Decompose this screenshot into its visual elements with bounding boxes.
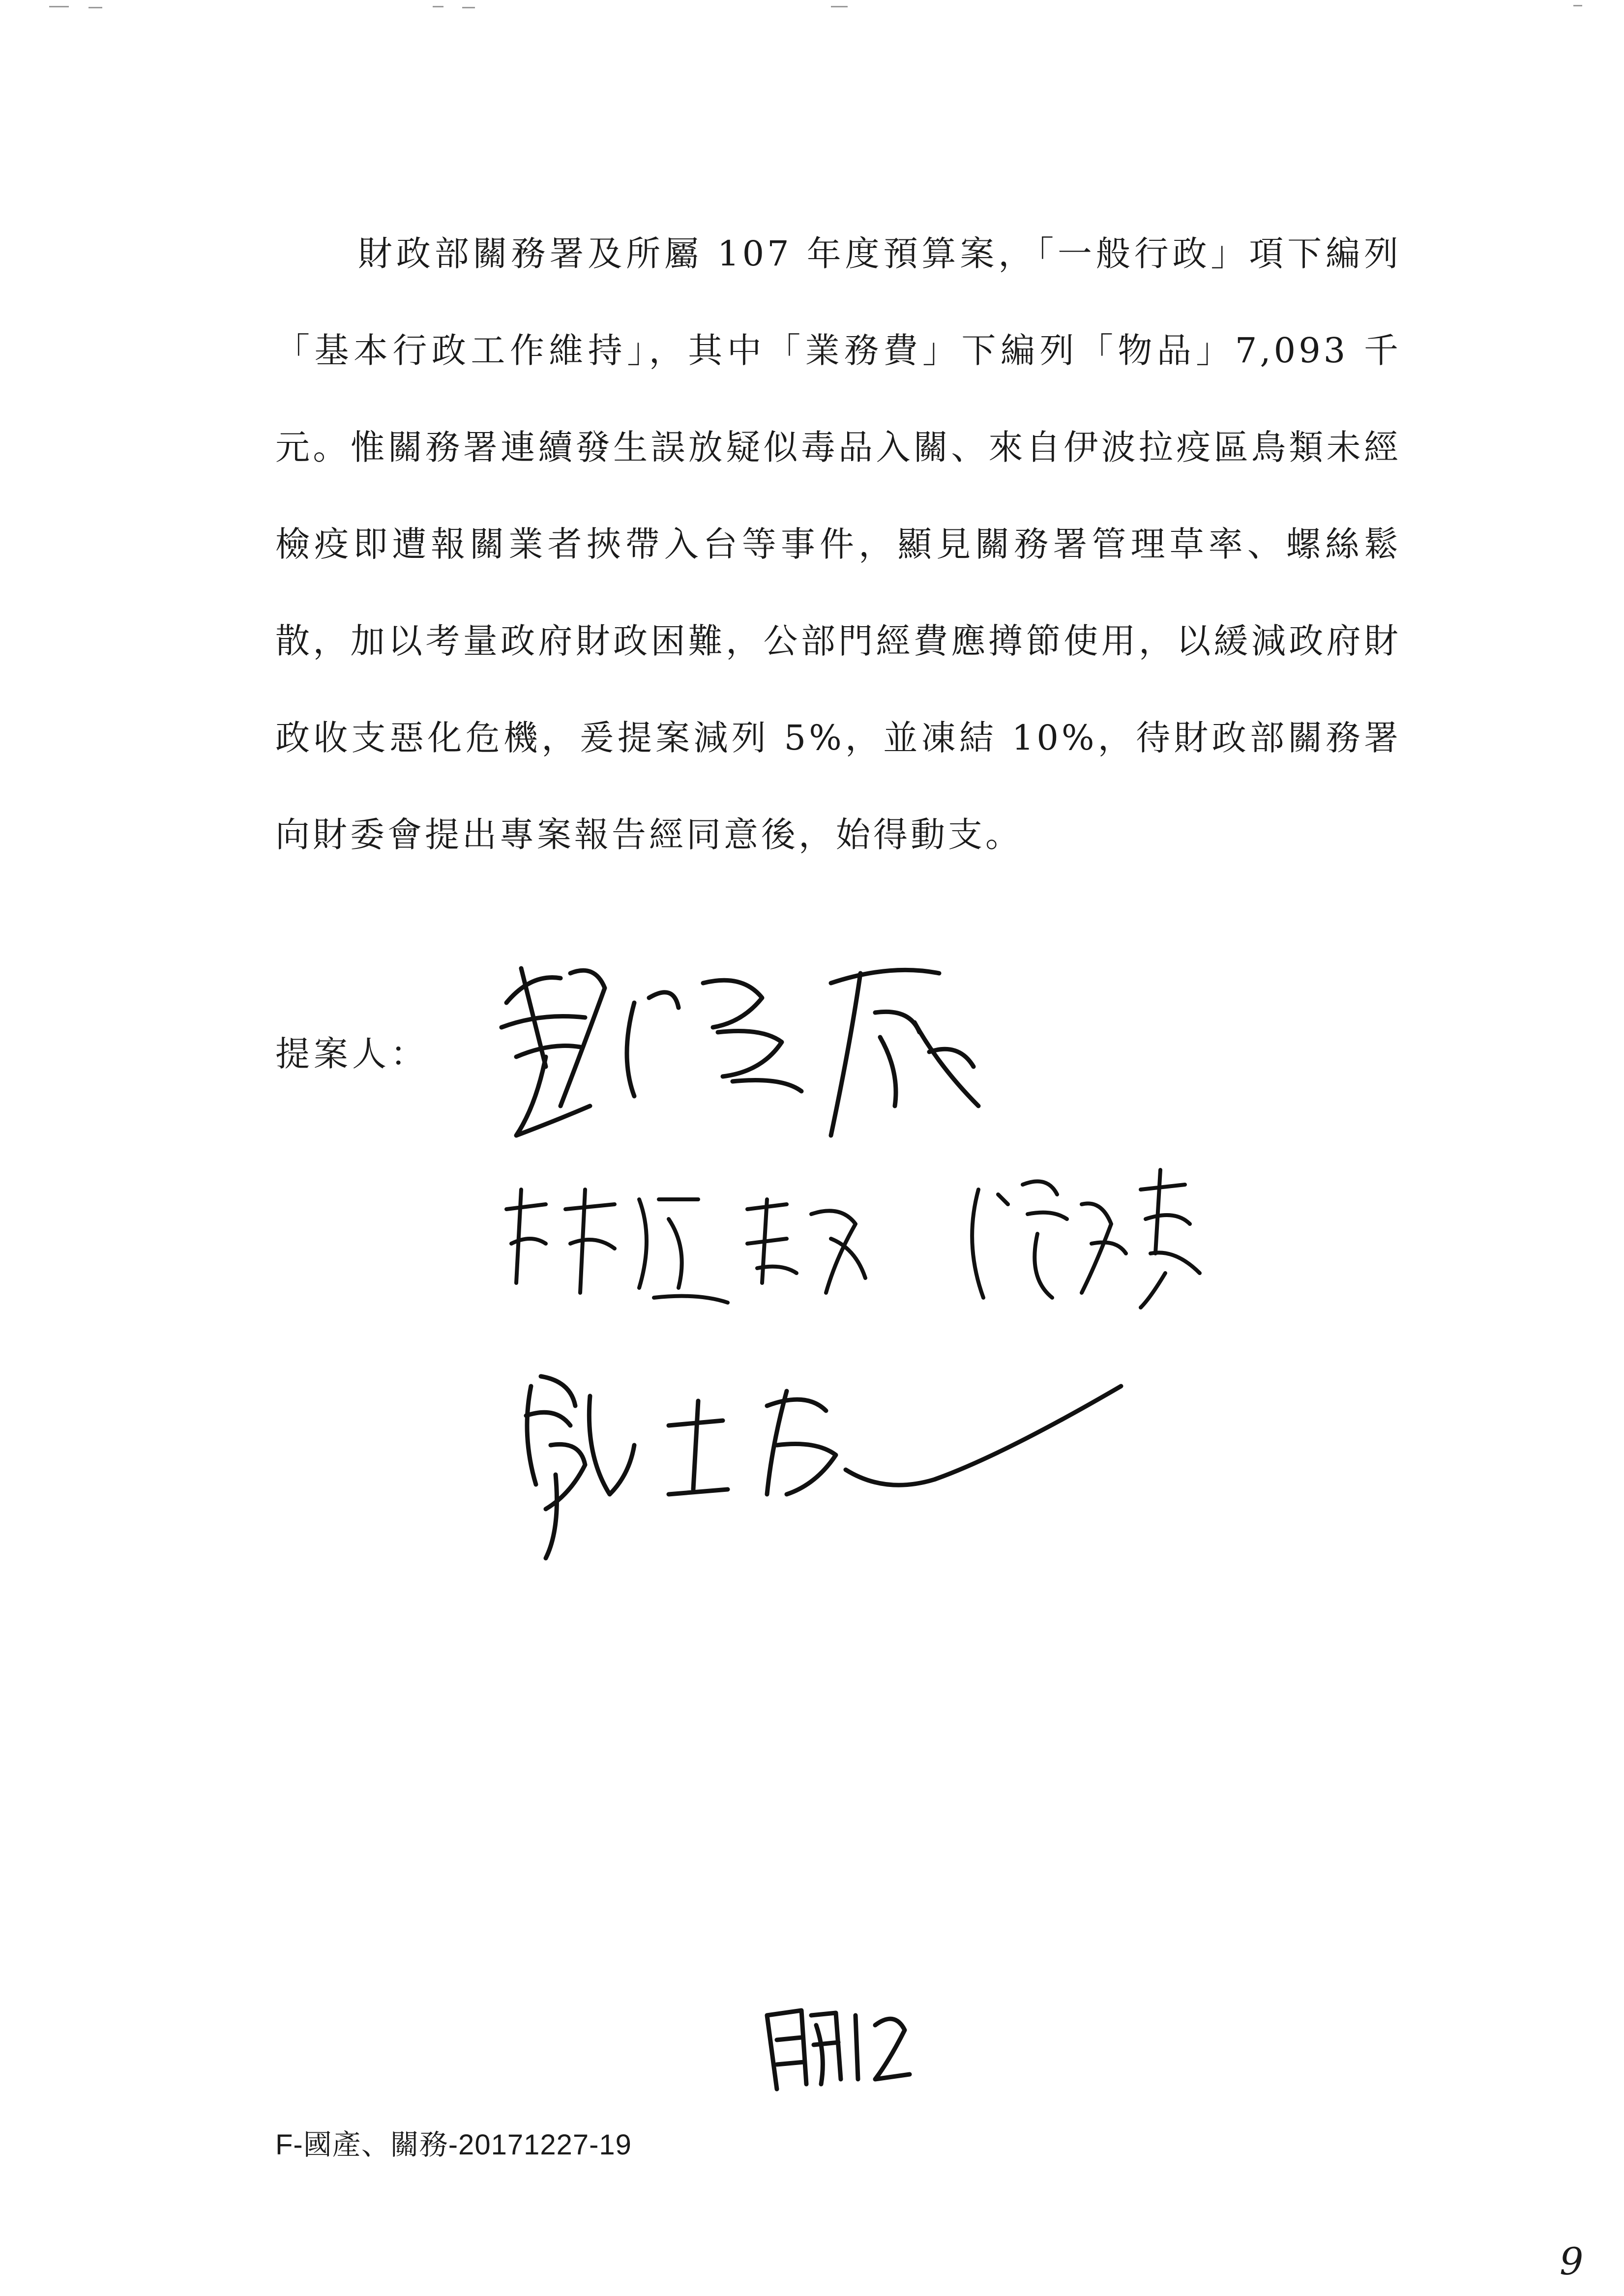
proposer-label: 提案人： <box>275 1034 429 1074</box>
page-number: 9 <box>1560 2239 1584 2283</box>
scan-speck <box>462 7 475 8</box>
scan-speck <box>1573 5 1582 6</box>
document-code: F-國產、關務-20171227-19 <box>275 2129 632 2161</box>
handwritten-signature-2 <box>492 1170 885 1317</box>
handwritten-signature-3 <box>954 1155 1229 1317</box>
body-paragraph: 財政部關務署及所屬 107 年度預算案，「一般行政」項下編列「基本行政工作維持」，其中「業務費」下編列「物品」7,093 千元。惟關務署連續發生誤放疑似毒品入關、來自伊波拉疫區鳥類未經檢疫即遭報關業者挾帶入台等事件，顯見關務署管理草率、螺絲鬆散，加以考量政府財政困難，公部門經費應撙節使用，以緩減政府財政收支惡化危機，爰提案減列 5%，並凍結 10%，待財政部關務署向財委會提出專案報告經同意後，始得動支。 <box>275 233 1401 855</box>
scan-speck <box>433 6 443 7</box>
handwritten-signature-1 <box>487 944 1028 1155</box>
handwritten-signature-4 <box>511 1347 1151 1583</box>
handwritten-stamp-mark <box>757 1996 915 2094</box>
scan-speck <box>831 6 848 7</box>
scan-speck <box>49 6 69 7</box>
scan-speck <box>89 7 102 8</box>
